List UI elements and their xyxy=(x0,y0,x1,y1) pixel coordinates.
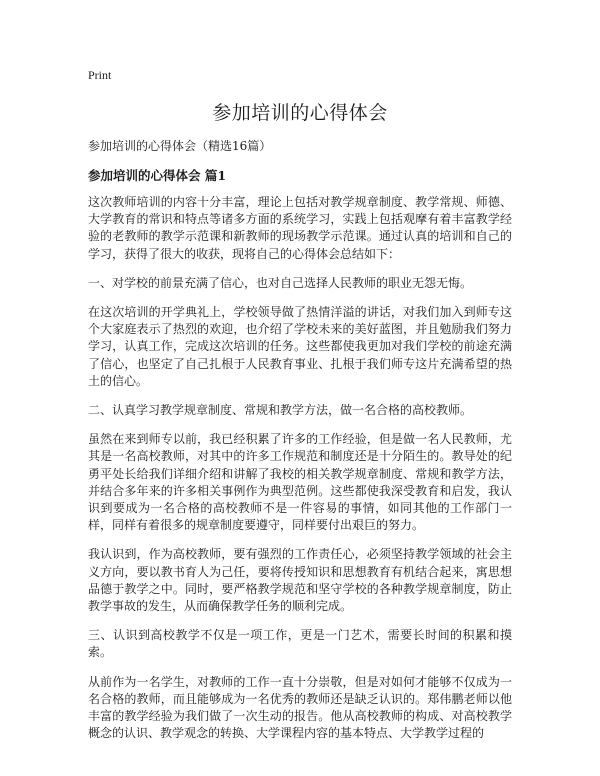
print-link[interactable]: Print xyxy=(88,68,112,82)
document-subtitle: 参加培训的心得体会（精选16篇） xyxy=(88,139,272,153)
section-heading: 参加培训的心得体会 篇1 xyxy=(88,168,227,183)
paragraph-confidence: 在这次培训的开学典礼上，学校领导做了热情洋溢的讲话，对我们加入到师专这个大家庭表示了热烈的欢迎，也介绍了学校未来的美好蓝图，并且勉励我们努力学习，认真工作，完成这次培训的任务。这些都使我更加对我们学校的前途充满了信心，也坚定了自己扎根于人民教育事业、扎根于我们师专这片充满希望的热土的信心。 xyxy=(88,305,512,388)
paragraph-responsibility: 我认识到，作为高校教师，要有强烈的工作责任心，必须坚持教学领域的社会主义方向，要以教书育人为己任，要将传授知识和思想教育有机结合起来，寓思想品德于教学之中。同时，要严格教学规范和坚守学校的各种教学规章制度，防止教学事故的发生，从而确保教学任务的顺利完成。 xyxy=(88,547,512,614)
paragraph-art-of-teaching: 从前作为一名学生，对教师的工作一直十分崇敬，但是对如何才能够不仅成为一名合格的教师，而且能够成为一名优秀的教师还是缺乏认识的。郑伟鹏老师以他丰富的教学经验为我们做了一次生动的报告。他从高校教师的构成、对高校教学概念的认识、教学观念的转换、大学课程内容的基本特点、大学教学过程的 xyxy=(88,674,512,741)
paragraph-intro: 这次教师培训的内容十分丰富，理论上包括对教学规章制度、教学常规、师德、大学教育的常识和特点等诸多方面的系统学习，实践上包括观摩有着丰富教学经验的老教师的教学示范课和新教师的现场教学示范课。通过认真的培训和自己的学习，获得了很大的收获，现将自己的心得体会总结如下： xyxy=(88,195,512,261)
document-title: 参加培训的心得体会 xyxy=(212,102,388,124)
point-heading-3: 三、认识到高校教学不仅是一项工作，更是一门艺术，需要长时间的积累和摸索。 xyxy=(88,628,512,660)
point-heading-2: 二、认真学习教学规章制度、常规和教学方法，做一名合格的高校教师。 xyxy=(88,403,473,418)
paragraph-rules: 虽然在来到师专以前，我已经积累了许多的工作经验，但是做一名人民教师，尤其是一名高校教师，对其中的许多工作规范和制度还是十分陌生的。教导处的纪勇平处长给我们详细介绍和讲解了我校的相关教学规章制度、常规和教学方法，并结合多年来的许多相关事例作为典型范例。这些都使我深受教育和启发，我认识到要成为一名合格的高校教师不是一件容易的事情，如同其他的工作部门一样，同样有着很多的规章制度要遵守，同样要付出艰巨的努力。 xyxy=(88,432,512,533)
point-heading-1: 一、对学校的前景充满了信心，也对自己选择人民教师的职业无怨无悔。 xyxy=(88,275,473,290)
